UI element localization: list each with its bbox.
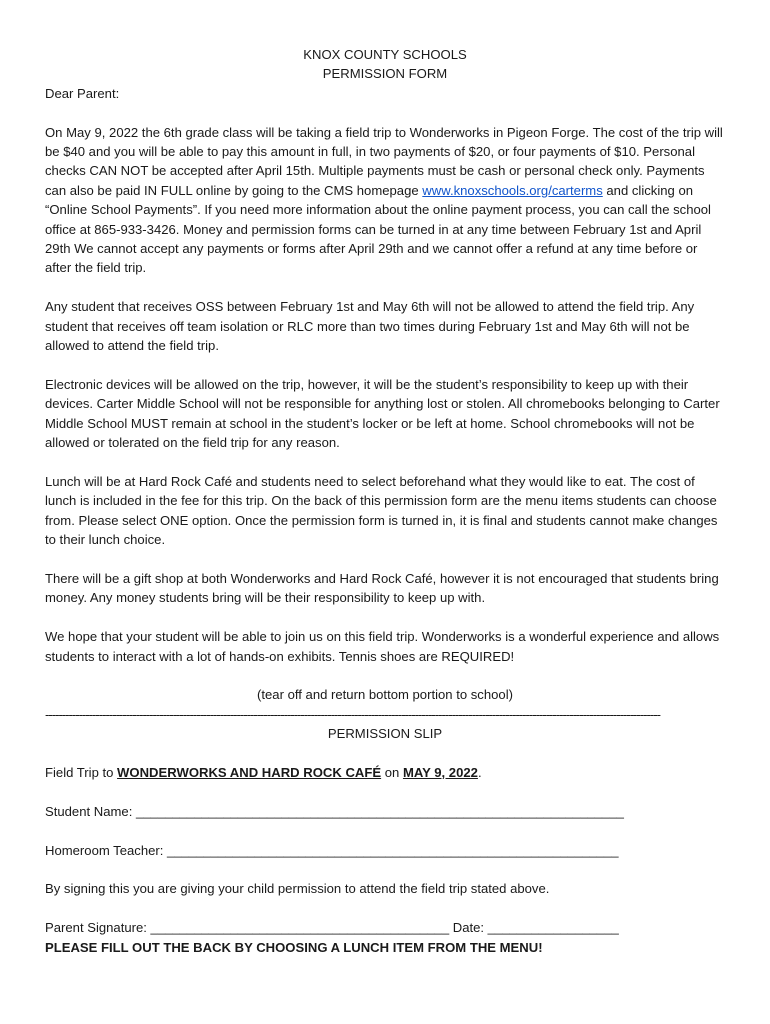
slip-field-trip (45, 763, 725, 782)
header-form-title: PERMISSION FORM (322, 66, 448, 82)
header-school-name: KNOX COUNTY SCHOOLS (303, 47, 467, 62)
slip-trip-prefix: Field Trip to (45, 764, 118, 780)
parent-signature-field[interactable]: Parent Signature: _________________________________________ Date: __________________ (45, 920, 619, 936)
paragraph-attendance-rules: Any student that receives OSS between February 1st and May 6th will not be allowed to attend the field trip. Any student that receives off team isolation or RLC more than two times during February 1st and May 6th will not be allowed to attend the field trip. (45, 299, 695, 354)
paragraph-trip-cost (45, 123, 725, 278)
paragraph-gift-shop: There will be a gift shop at both Wonderworks and Hard Rock Café, however it is not encouraged that students bring money. Any money students bring will be their responsibility to keep up with. (45, 570, 719, 606)
slip-trip-name: WONDERWORKS AND HARD ROCK CAFÉ (117, 764, 382, 780)
school-payments-link[interactable]: www.knoxschools.org/carterms (422, 182, 603, 198)
homeroom-teacher-field[interactable]: Homeroom Teacher: ______________________________________________________________ (45, 842, 619, 858)
back-notice: PLEASE FILL OUT THE BACK BY CHOOSING A LUNCH ITEM FROM THE MENU! (45, 939, 543, 955)
slip-trip-on: on (381, 764, 403, 780)
paragraph-trip-cost-text-2: and clicking on “Online School Payments”. If you need more information about the online payment process, you can call the school office at 865-933-3426. Money and permission forms can be turned in at any time between February 1st and April 29th We cannot accept any payments or forms after April 29th and we cannot offer a refund at any time before or after the field trip. (45, 182, 711, 276)
paragraph-closing: We hope that your student will be able to join us on this field trip. Wonderworks is a wonderful experience and allows students to interact with a lot of hands-on exhibits. Tennis shoes are REQUIRED! (45, 629, 720, 664)
tear-off-divider: --------------------------------------------------------------------------------------------------------------------------------------------------------------------------------------- (45, 706, 660, 722)
paragraph-trip-cost-text: On May 9, 2022 the 6th grade class will be taking a field trip to Wonderworks in Pigeon Forge. The cost of the trip will be $40 and you will be able to pay this amount in full, in two payments of $20, or four payments of $10. Personal checks CAN NOT be accepted after April 15th. Multiple payments must be cash or personal check only. Payments can also be paid IN FULL online by going to the CMS homepage (45, 124, 723, 198)
paragraph-lunch: Lunch will be at Hard Rock Café and students need to select beforehand what they would like to eat. The cost of lunch is included in the fee for this trip. On the back of this permission form are the menu items students can choose from. Please select ONE option. Once the permission form is turned in, it is final and students cannot make changes to their lunch choice. (45, 473, 718, 548)
tear-off-note: (tear off and return bottom portion to school) (257, 687, 513, 703)
greeting: Dear Parent: (45, 85, 120, 101)
slip-trip-end: . (477, 764, 482, 780)
student-name-field[interactable]: Student Name: ___________________________________________________________________ (45, 803, 624, 819)
paragraph-electronics: Electronic devices will be allowed on the trip, however, it will be the student’s responsibility to keep up with their devices. Carter Middle School will not be responsible for anything lost or stolen. All chromebooks belonging to Carter Middle School MUST remain at school in the student’s locker or be left at home. School chromebooks will not be allowed or tolerated on the field trip for any reason. (45, 376, 720, 451)
slip-trip-date: MAY 9, 2022 (402, 764, 478, 780)
consent-statement: By signing this you are giving your child permission to attend the field trip stated above. (45, 881, 550, 897)
slip-title: PERMISSION SLIP (327, 726, 443, 742)
